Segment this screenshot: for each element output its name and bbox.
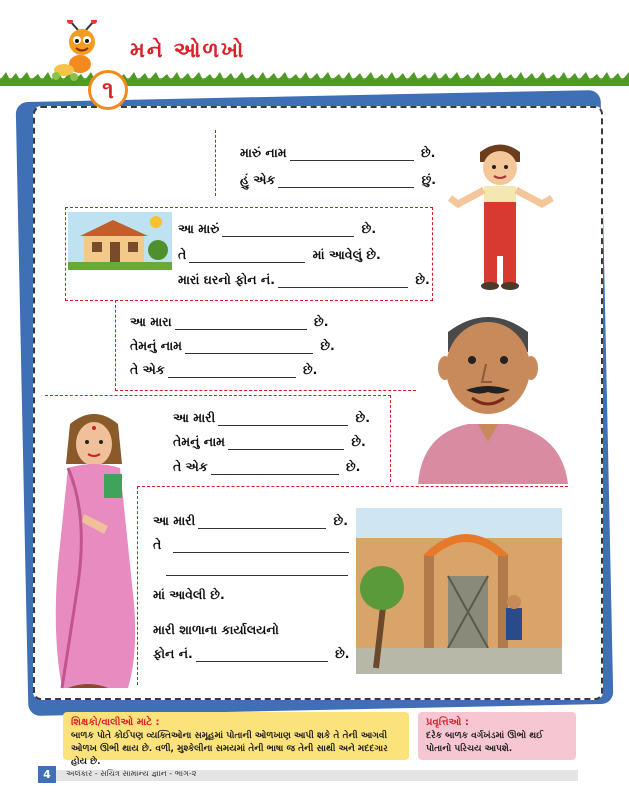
- mother-line-2: તેમનું નામ છે.: [173, 434, 366, 449]
- footer-text: અલંકાર - સચિત્ર સામાન્ય જ્ઞાન - ભાગ-૨: [66, 769, 197, 778]
- mother-blank-2[interactable]: [228, 437, 344, 450]
- mother-line-1: આ મારી છે.: [173, 410, 370, 425]
- chapter-title: મને ઓળખો: [130, 38, 246, 62]
- teacher-note: [63, 712, 409, 767]
- school-line-4: મારી શાળાના કાર્યાલયનો: [153, 622, 279, 637]
- father-line-3: તે એક છે.: [130, 362, 318, 377]
- house-line-1: આ મારું છે.: [178, 221, 377, 236]
- activity-note-body: દરેક બાળક વર્ગખંડમાં ઊભો થઈ પોતાનો પરિચય આપશે.: [426, 731, 544, 754]
- father-line-2: તેમનું નામ છે.: [130, 338, 335, 353]
- school-gate-illustration: [356, 508, 562, 674]
- father-illustration: [408, 302, 576, 484]
- activity-note-title: પ્રવૃત્તિઓ :: [426, 717, 469, 728]
- school-line-1: આ મારી છે.: [153, 513, 348, 528]
- school-blank-3[interactable]: [166, 575, 348, 576]
- mother-blank-3[interactable]: [211, 462, 339, 475]
- mother-line-3: તે એક છે.: [173, 459, 361, 474]
- boy-name-blank[interactable]: [290, 148, 414, 161]
- father-blank-3[interactable]: [168, 365, 296, 378]
- school-blank-phone[interactable]: [196, 649, 328, 662]
- boy-role-line: હું એક છું.: [240, 172, 437, 187]
- activity-note: [418, 712, 576, 760]
- house-line-3: મારાં ઘરનો ફોન નં. છે.: [178, 272, 430, 287]
- mother-illustration: [48, 404, 140, 694]
- chapter-number-badge: ૧: [88, 70, 128, 110]
- father-blank-2[interactable]: [185, 341, 313, 354]
- school-line-2: તે: [153, 537, 352, 553]
- house-line-2: તે માં આવેલું છે.: [178, 247, 381, 262]
- father-blank-1[interactable]: [175, 317, 307, 330]
- teacher-note-body: બાળક પોતે કોઈપણ વ્યક્તિઓના સમૂહમાં પોતાની ઓળખાણ આપી શકે તે તેની આગવી ઓળખ ઊભી થાય છે. વળી, મુશ્કેલીના સમયમાં તેની ભાષા જ તેની સાથી અને મદદગાર હોય છે.: [71, 731, 388, 767]
- school-blank-1[interactable]: [198, 516, 326, 529]
- house-blank-3[interactable]: [278, 275, 408, 288]
- house-blank-1[interactable]: [222, 224, 354, 237]
- teacher-note-title: શિક્ષકો/વાલીઓ માટે :: [71, 717, 160, 728]
- page-number: 4: [38, 766, 56, 783]
- house-illustration: [68, 212, 172, 270]
- father-line-1: આ મારા છે.: [130, 314, 329, 329]
- school-blank-2[interactable]: [173, 540, 349, 553]
- boy-illustration: [440, 132, 560, 292]
- mother-blank-1[interactable]: [218, 413, 348, 426]
- house-blank-2[interactable]: [189, 250, 305, 263]
- school-line-5: ફોન નં. છે.: [153, 646, 350, 661]
- boy-name-line: મારું નામ છે.: [240, 145, 436, 160]
- boy-role-blank[interactable]: [278, 175, 414, 188]
- school-line-3: માં આવેલી છે.: [153, 587, 225, 602]
